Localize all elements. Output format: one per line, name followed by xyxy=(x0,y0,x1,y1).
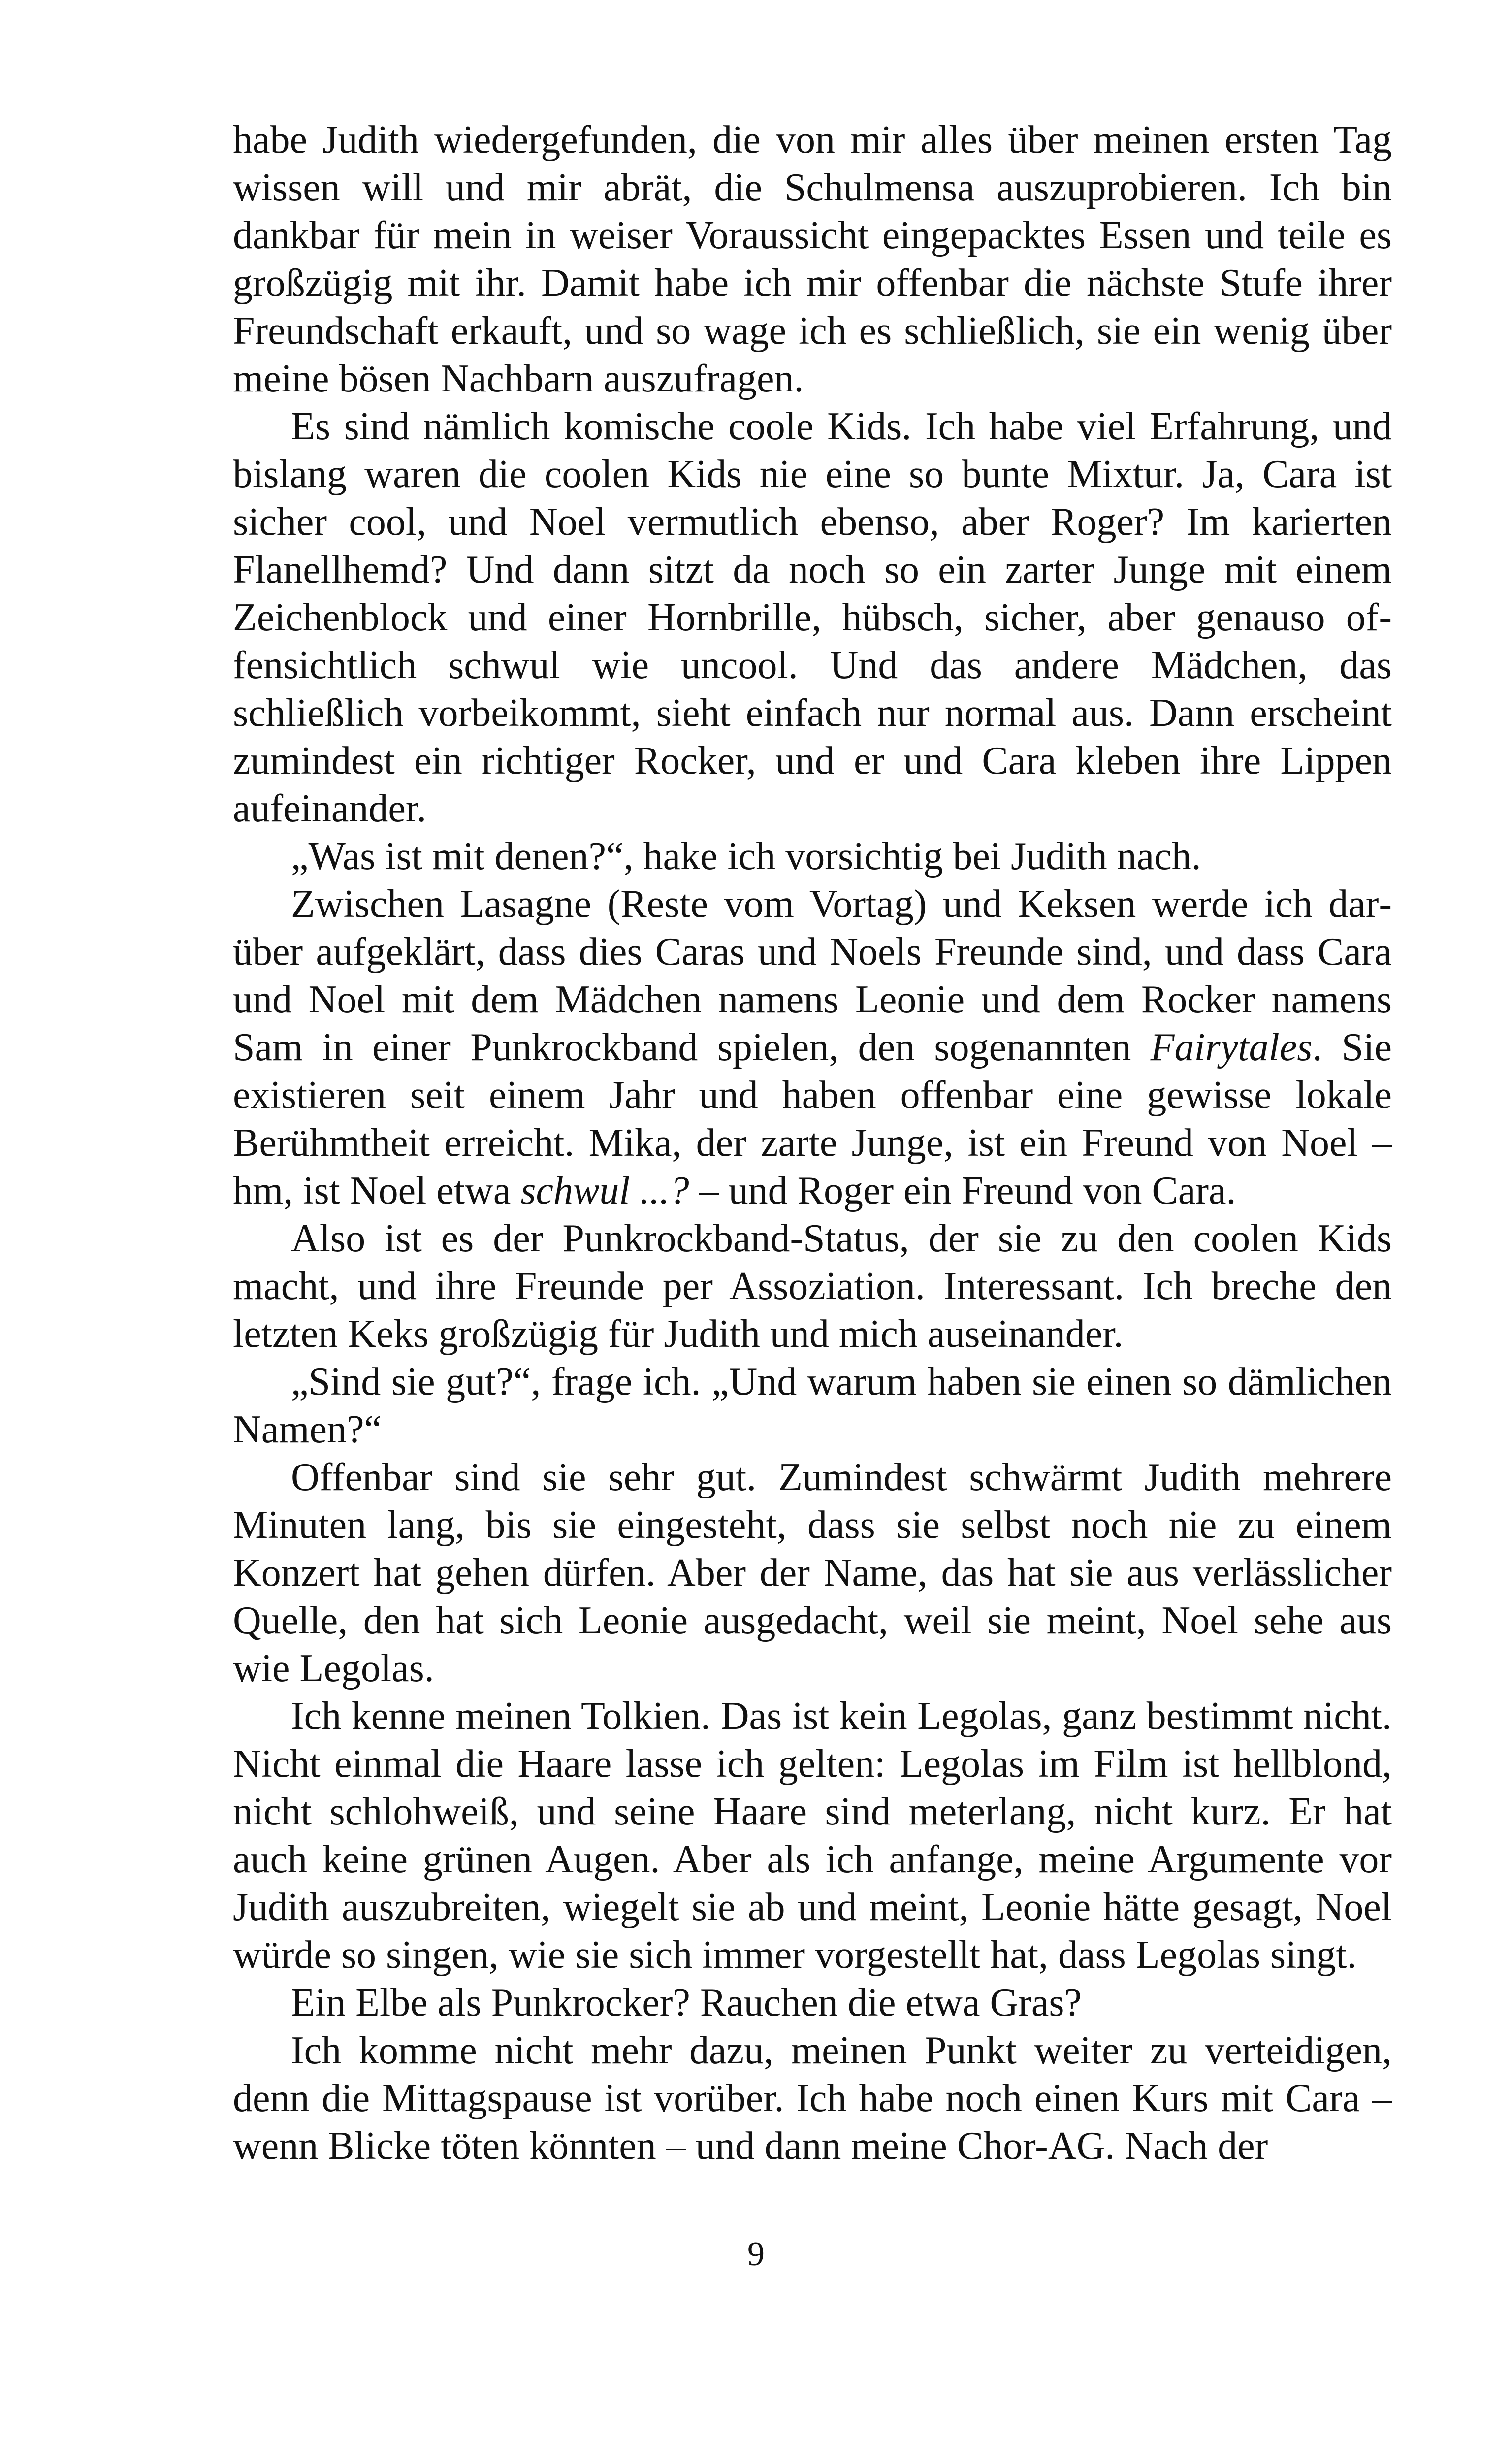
page-number: 9 xyxy=(747,2235,765,2273)
paragraph-1: habe Judith wiedergefunden, die von mir alles über meinen ersten Tag wissen will und mir abrät, die Schulmensa auszuprobieren. Ich bin dankbar für mein in weiser Voraussicht eingepacktes Essen und teile es großzügig mit ihr. Damit habe ich mir offenbar die nächste Stufe ihrer Freundschaft erkauft, und so wage ich es schließlich, sie ein wenig über meine bösen Nachbarn auszufragen. xyxy=(233,118,1392,400)
paragraph-8: Ich kenne meinen Tolkien. Das ist kein Legolas, ganz bestimmt nicht. Nicht einmal die Haare lasse ich gelten: Legolas im Film ist hellblond, nicht schlohweiß, und seine Haare sind meterlang, nicht kurz. Er hat auch keine grünen Augen. Aber als ich anfange, meine Argumente vor Judith auszubreiten, wiegelt sie ab und meint, Leonie hätte gesagt, Noel würde so singen, wie sie sich immer vorgestellt hat, dass Legolas singt. xyxy=(233,1694,1392,1977)
paragraph-4: Zwischen Lasagne (Reste vom Vortag) und Keksen werde ich darüber aufgeklärt, dass dies Caras und Noels Freunde sind, und dass Cara und Noel mit dem Mädchen namens Leonie und dem Rocker namens Sam in einer Punkrockband spielen, den sogenannten Fairytales. Sie existieren seit einem Jahr und haben offenbar eine gewisse lokale Berühmtheit erreicht. Mika, der zarte Junge, ist ein Freund von Noel – hm, ist Noel etwa schwul ...? – und Roger ein Freund von Cara. xyxy=(233,882,1392,1212)
book-page-text xyxy=(233,116,1392,2224)
paragraph-2: Es sind nämlich komische coole Kids. Ich habe viel Erfahrung, und bislang waren die coolen Kids nie eine so bunte Mixtur. Ja, Cara ist sicher cool, und Noel vermutlich ebenso, aber Roger? Im karierten Flanellhemd? Und dann sitzt da noch so ein zarter Junge mit einem Zeichenblock und einer Hornbrille, hübsch, sicher, aber genauso offensichtlich schwul wie uncool. Und das andere Mädchen, das schließlich vorbeikommt, sieht einfach nur normal aus. Dann erscheint zumindest ein richtiger Rocker, und er und Cara kleben ihre Lippen aufeinander. xyxy=(233,405,1392,830)
paragraph-9: Ein Elbe als Punkrocker? Rauchen die etwa Gras? xyxy=(291,1981,1082,2024)
paragraph-3: „Was ist mit denen?“, hake ich vorsichtig bei Judith nach. xyxy=(291,835,1201,878)
paragraph-6: „Sind sie gut?“, frage ich. „Und warum haben sie einen so dämlichen Namen?“ xyxy=(233,1360,1392,1451)
paragraph-10: Ich komme nicht mehr dazu, meinen Punkt weiter zu verteidigen, denn die Mittagspause ist vorüber. Ich habe noch einen Kurs mit Cara – wenn Blicke töten könnten – und dann meine Chor-AG. Nach der xyxy=(233,2029,1392,2168)
paragraph-7: Offenbar sind sie sehr gut. Zumindest schwärmt Judith mehrere Minuten lang, bis sie eingesteht, dass sie selbst noch nie zu einem Konzert hat gehen dürfen. Aber der Name, das hat sie aus verlässlicher Quelle, den hat sich Leonie ausgedacht, weil sie meint, Noel sehe aus wie Legolas. xyxy=(233,1456,1392,1690)
paragraph-5: Also ist es der Punkrockband-Status, der sie zu den coolen Kids macht, und ihre Freunde per Assoziation. Interessant. Ich breche den letzten Keks großzügig für Judith und mich auseinander. xyxy=(233,1217,1392,1356)
